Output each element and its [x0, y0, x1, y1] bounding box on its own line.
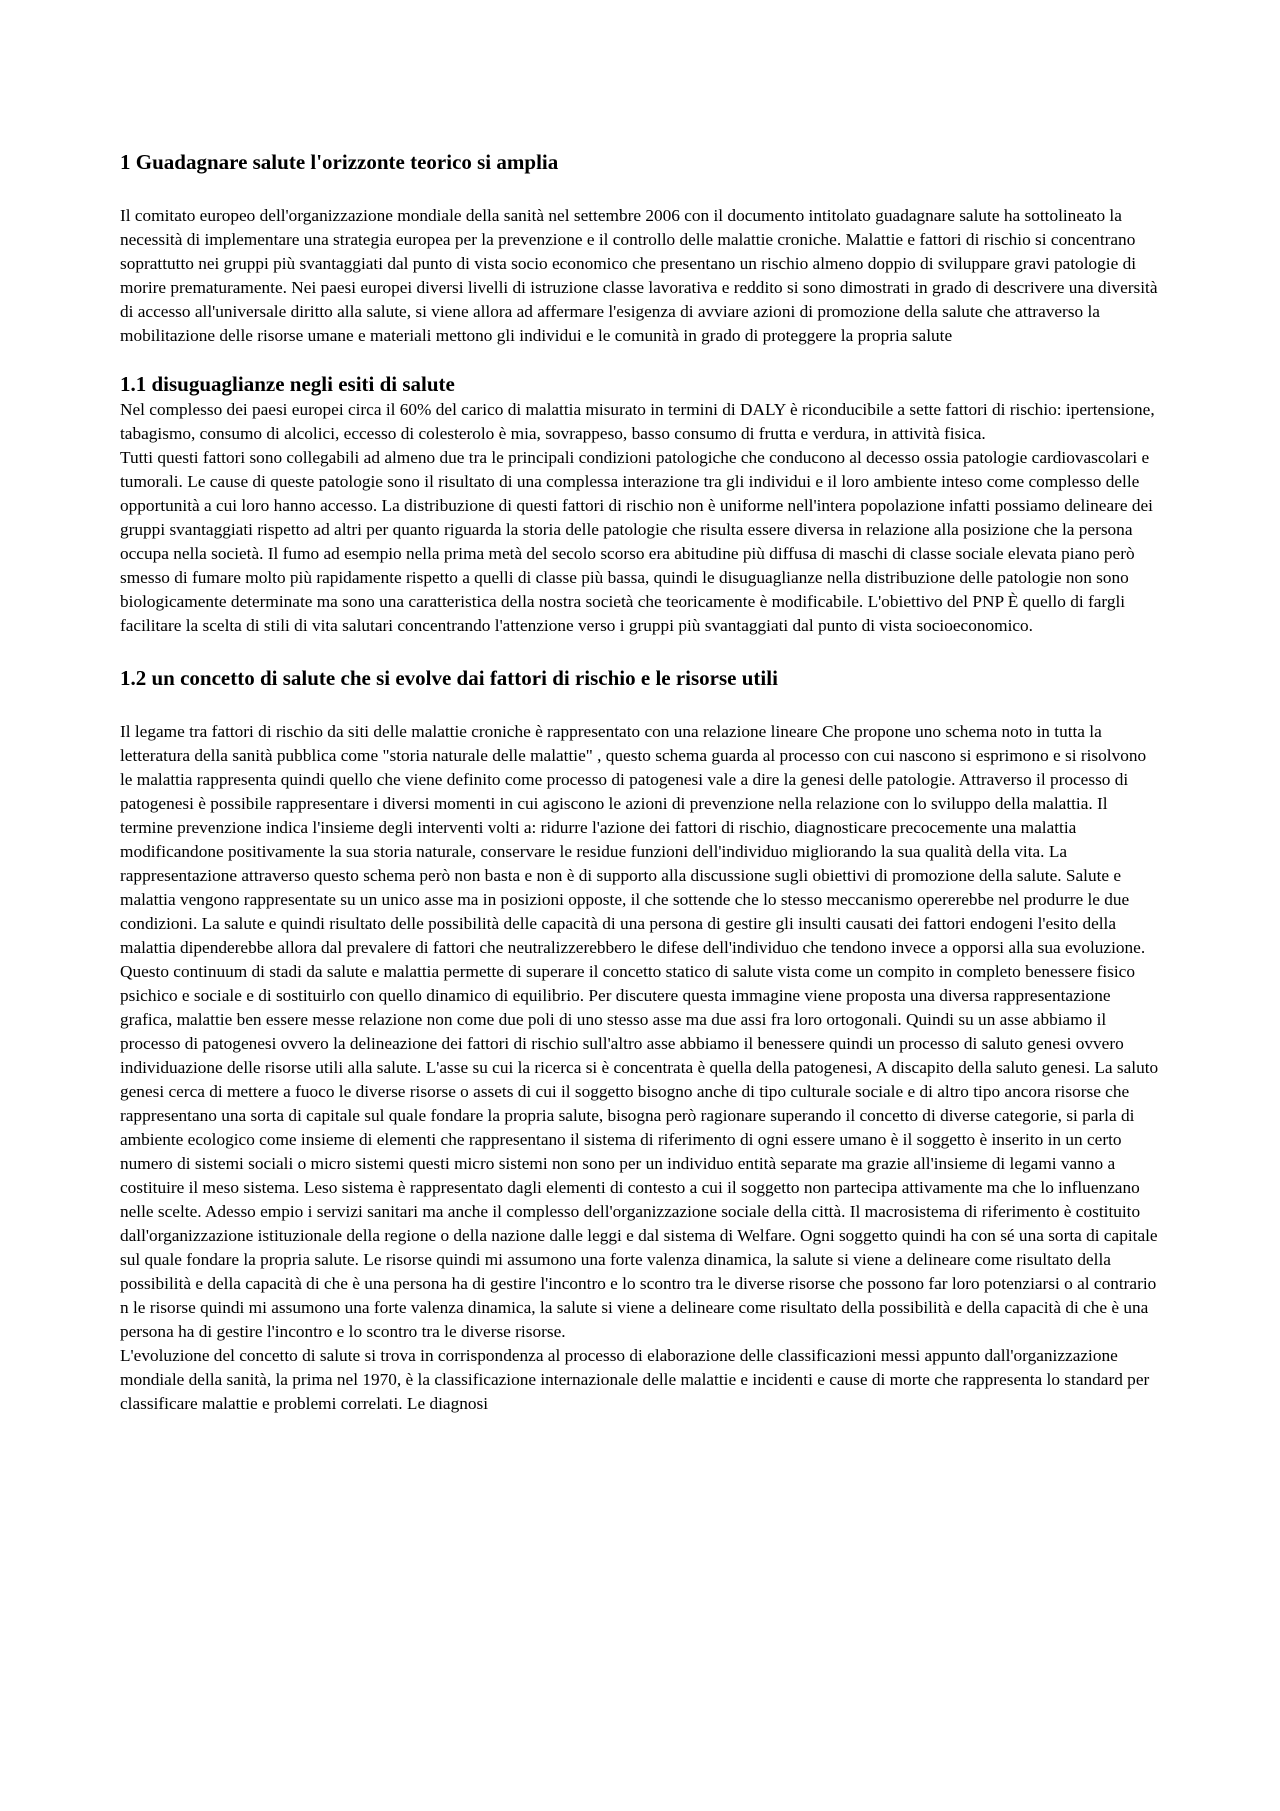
section-1-1-paragraph-1: Nel complesso dei paesi europei circa il 60% del carico di malattia misurato in termini di DALY è riconducibile a sette fattori di rischio: ipertensione, tabagismo, consumo di alcolici, eccesso di colesterolo è mia, sovrappeso, basso consumo di frutta e verdura, in attività fisica.	[120, 400, 1155, 443]
section-1-2-paragraph-1: Il legame tra fattori di rischio da siti delle malattie croniche è rappresentato con una relazione lineare Che propone uno schema noto in tutta la letteratura della sanità pubblica come "storia naturale delle malattie" , questo schema guarda al processo con cui nascono si esprimono e si risolvono le malattia rappresenta quindi quello che viene definito come processo di patogenesi vale a dire la genesi delle patologie. Attraverso il processo di patogenesi è possibile rappresentare i diversi momenti in cui agiscono le azioni di prevenzione nella relazione con lo sviluppo della malattia. Il termine prevenzione indica l'insieme degli interventi volti a: ridurre l'azione dei fattori di rischio, diagnosticare precocemente una malattia modificandone positivamente la sua storia naturale, conservare le residue funzioni dell'individuo migliorando la sua qualità della vita. La rappresentazione attraverso questo schema però non basta e non è di supporto alla discussione sugli obiettivi di promozione della salute. Salute e malattia vengono rappresentate su un unico asse ma in posizioni opposte, il che sottende che lo stesso meccanismo opererebbe nel produrre le due condizioni. La salute e quindi risultato delle possibilità delle capacità di una persona di gestire gli insulti causati dei fattori endogeni l'esito della malattia dipenderebbe allora dal prevalere di fattori che neutralizzerebbero le difese dell'individuo che tendono invece a opporsi alla sua evoluzione. Questo continuum di stadi da salute e malattia permette di superare il concetto statico di salute vista come un compito in completo benessere fisico psichico e sociale e di sostituirlo con quello dinamico di equilibrio. Per discutere questa immagine viene proposta una diversa rappresentazione grafica, malattie ben essere messe relazione non come due poli di uno stesso asse ma due assi fra loro ortogonali. Quindi su un asse abbiamo il processo di patogenesi ovvero la delineazione dei fattori di rischio sull'altro asse abbiamo il benessere quindi un processo di saluto genesi ovvero individuazione delle risorse utili alla salute. L'asse su cui la ricerca si è concentrata è quella della patogenesi, A discapito della saluto genesi. La saluto genesi cerca di mettere a fuoco le diverse risorse o assets di cui il soggetto bisogno anche di tipo culturale sociale e di altro tipo ancora risorse che rappresentano una sorta di capitale sul quale fondare la propria salute, bisogna però ragionare superando il concetto di diverse categorie, si parla di ambiente ecologico come insieme di elementi che rappresentano il sistema di riferimento di ogni essere umano è il soggetto è inserito in un certo numero di sistemi sociali o micro sistemi questi micro sistemi non sono per un individuo entità separate ma grazie all'insieme di legami vanno a costituire il meso sistema. Leso sistema è rappresentato dagli elementi di contesto a cui il soggetto non partecipa attivamente ma che lo influenzano nelle scelte. Adesso empio i servizi sanitari ma anche il complesso dell'organizzazione sociale della città. Il macrosistema di riferimento è costituito dall'organizzazione istituzionale della regione o della nazione dalle leggi e dal sistema di Welfare. Ogni soggetto quindi ha con sé una sorta di capitale sul quale fondare la propria salute. Le risorse quindi mi assumono una forte valenza dinamica, la salute si viene a delineare come risultato della possibilità e della capacità di che è una persona ha di gestire l'incontro e lo scontro tra le diverse risorse che possono far loro potenziarsi o al contrario n le risorse quindi mi assumono una forte valenza dinamica, la salute si viene a delineare come risultato della possibilità e della capacità di che è una persona ha di gestire l'incontro e lo scontro tra le diverse risorse.	[120, 722, 1159, 1341]
section-heading-1: 1 Guadagnare salute l'orizzonte teorico si amplia	[120, 150, 559, 174]
section-1-paragraph-1: Il comitato europeo dell'organizzazione mondiale della sanità nel settembre 2006 con il documento intitolato guadagnare salute ha sottolineato la necessità di implementare una strategia europea per la prevenzione e il controllo delle malattie croniche. Malattie e fattori di rischio si concentrano soprattutto nei gruppi più svantaggiati dal punto di vista socio economico che presentano un rischio almeno doppio di sviluppare gravi patologie di morire prematuramente. Nei paesi europei diversi livelli di istruzione classe lavorativa e reddito si sono dimostrati in grado di descrivere una diversità di accesso all'universale diritto alla salute, si viene allora ad affermare l'esigenza di avviare azioni di promozione della salute che attraverso la mobilitazione delle risorse umane e materiali mettono gli individui e le comunità in grado di proteggere la propria salute	[120, 206, 1158, 345]
section-1-1-paragraph-2: Tutti questi fattori sono collegabili ad almeno due tra le principali condizioni patologiche che conducono al decesso ossia patologie cardiovascolari e tumorali. Le cause di queste patologie sono il risultato di una complessa interazione tra gli individui e il loro ambiente inteso come complesso delle opportunità a cui loro hanno accesso. La distribuzione di questi fattori di rischio non è uniforme nell'intera popolazione infatti possiamo delineare dei gruppi svantaggiati rispetto ad altri per quanto riguarda la storia delle patologie che risulta essere diversa in relazione alla posizione che la persona occupa nella società. Il fumo ad esempio nella prima metà del secolo scorso era abitudine più diffusa di maschi di classe sociale elevata piano però smesso di fumare molto più rapidamente rispetto a quelli di classe più bassa, quindi le disuguaglianze nella distribuzione delle patologie non sono biologicamente determinate ma sono una caratteristica della nostra società che teoricamente è modificabile. L'obiettivo del PNP È quello di fargli facilitare la scelta di stili di vita salutari concentrando l'attenzione verso i gruppi più svantaggiati dal punto di vista socioeconomico.	[120, 448, 1153, 635]
section-heading-1-2: 1.2 un concetto di salute che si evolve dai fattori di rischio e le risorse utili	[120, 666, 778, 690]
section-1-2-paragraph-2: L'evoluzione del concetto di salute si trova in corrispondenza al processo di elaborazione delle classificazioni messi appunto dall'organizzazione mondiale della sanità, la prima nel 1970, è la classificazione internazionale delle malattie e incidenti e cause di morte che rappresenta lo standard per classificare malattie e problemi correlati. Le diagnosi	[120, 1346, 1150, 1413]
section-heading-1-1: 1.1 disuguaglianze negli esiti di salute	[120, 372, 455, 396]
